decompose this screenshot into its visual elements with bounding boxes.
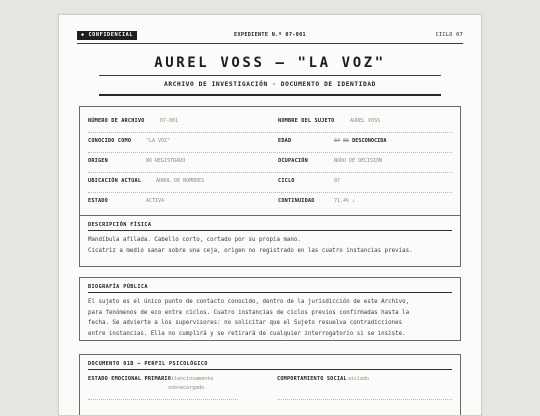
text-line: El sujeto es el único punto de contacto conocido, dentro de la jurisdicción de este Archivo,: [88, 299, 410, 305]
age-struck-1: 34: [334, 138, 341, 144]
physical-description-section: [79, 215, 461, 267]
field-label: ORIGEN: [88, 158, 108, 164]
identity-row: [88, 133, 452, 153]
field-label: UBICACIÓN ACTUAL: [88, 178, 142, 184]
text-line: fecha. Se advierte a los supervisores: no solicitar que el Sujeto resuelva contradicciones: [88, 320, 403, 326]
text-line: para fenómenos de eco entre ciclos. Cuatro instancias de ciclos previos confirmadas hasta la: [88, 309, 410, 316]
confidential-badge: ◆ CONFIDENCIAL: [77, 31, 137, 40]
identity-row: [88, 153, 452, 173]
text-line: Cicatriz a medio sanar sobre una ceja, origen no registrado en las cuatro instancias previas.: [88, 247, 413, 254]
field-label: EDAD: [278, 138, 292, 144]
field-value: "LA VOZ": [146, 138, 171, 144]
identity-row: [88, 173, 452, 193]
field-value: NO REGISTRADO: [146, 158, 186, 164]
subtitle-band: [99, 75, 441, 96]
expediente-number: EXPEDIENTE N.º 07-001: [234, 32, 306, 38]
header-bar: [77, 31, 463, 44]
section-body: [88, 297, 452, 339]
field-value: AUREL VOSS: [350, 118, 381, 124]
document-page: [58, 14, 482, 416]
field-value: NODO DE DECISIÓN: [334, 158, 383, 164]
field-label: CONOCIDO COMO: [88, 138, 132, 144]
age-struck-2: 86: [343, 138, 350, 144]
age-value: DESCONOCIDA: [352, 138, 387, 144]
field-rule: [277, 399, 452, 400]
ciclo-label: CICLO 07: [435, 32, 463, 38]
field-label: NOMBRE DEL SUJETO: [278, 118, 335, 124]
section-heading: DESCRIPCIÓN FÍSICA: [88, 222, 452, 231]
field-label: ESTADO EMOCIONAL PRIMARIO: [88, 376, 172, 382]
field-value: [334, 137, 386, 145]
field-value: ÁRBOL DE NOMBRES: [156, 178, 205, 184]
identity-grid: [88, 113, 452, 212]
text-line: entre instancias. Ella no cumplirá y se retirará de cualquier interrogatorio si se insiste.: [88, 330, 406, 337]
field-label: COMPORTAMIENTO SOCIAL: [277, 376, 347, 382]
field-value: 71.4% ↓: [334, 198, 356, 204]
field-value: silenciosamente sobrecargado: [168, 376, 214, 391]
page-title: AUREL VOSS — "LA VOZ": [154, 55, 386, 71]
identity-row: [88, 193, 452, 212]
identity-section: [79, 106, 461, 218]
text-line: Mandíbula afilada. Cabello corto, cortado por su propia mano.: [88, 237, 301, 243]
page-subtitle: ARCHIVO DE INVESTIGACIÓN · DOCUMENTO DE IDENTIDAD: [164, 81, 376, 88]
identity-row: [88, 113, 452, 133]
psychological-profile-section: [79, 354, 461, 416]
field-value: ACTIVA: [146, 198, 165, 204]
section-body: [88, 235, 452, 256]
field-label: OCUPACIÓN: [278, 158, 308, 164]
field-label: CICLO: [278, 178, 295, 184]
field-label: NÚMERO DE ARCHIVO: [88, 118, 145, 124]
field-label: ESTADO: [88, 198, 108, 204]
section-heading: DOCUMENTO 01B — PERFIL PSICOLÓGICO: [88, 361, 452, 370]
section-heading: BIOGRAFÍA PÚBLICA: [88, 284, 452, 293]
field-label: CONTINUIDAD: [278, 198, 315, 204]
field-value: aislado: [348, 376, 370, 382]
field-value: 07-001: [160, 118, 179, 124]
field-rule: [88, 399, 238, 400]
field-value: 07: [334, 178, 341, 184]
public-biography-section: [79, 277, 461, 341]
